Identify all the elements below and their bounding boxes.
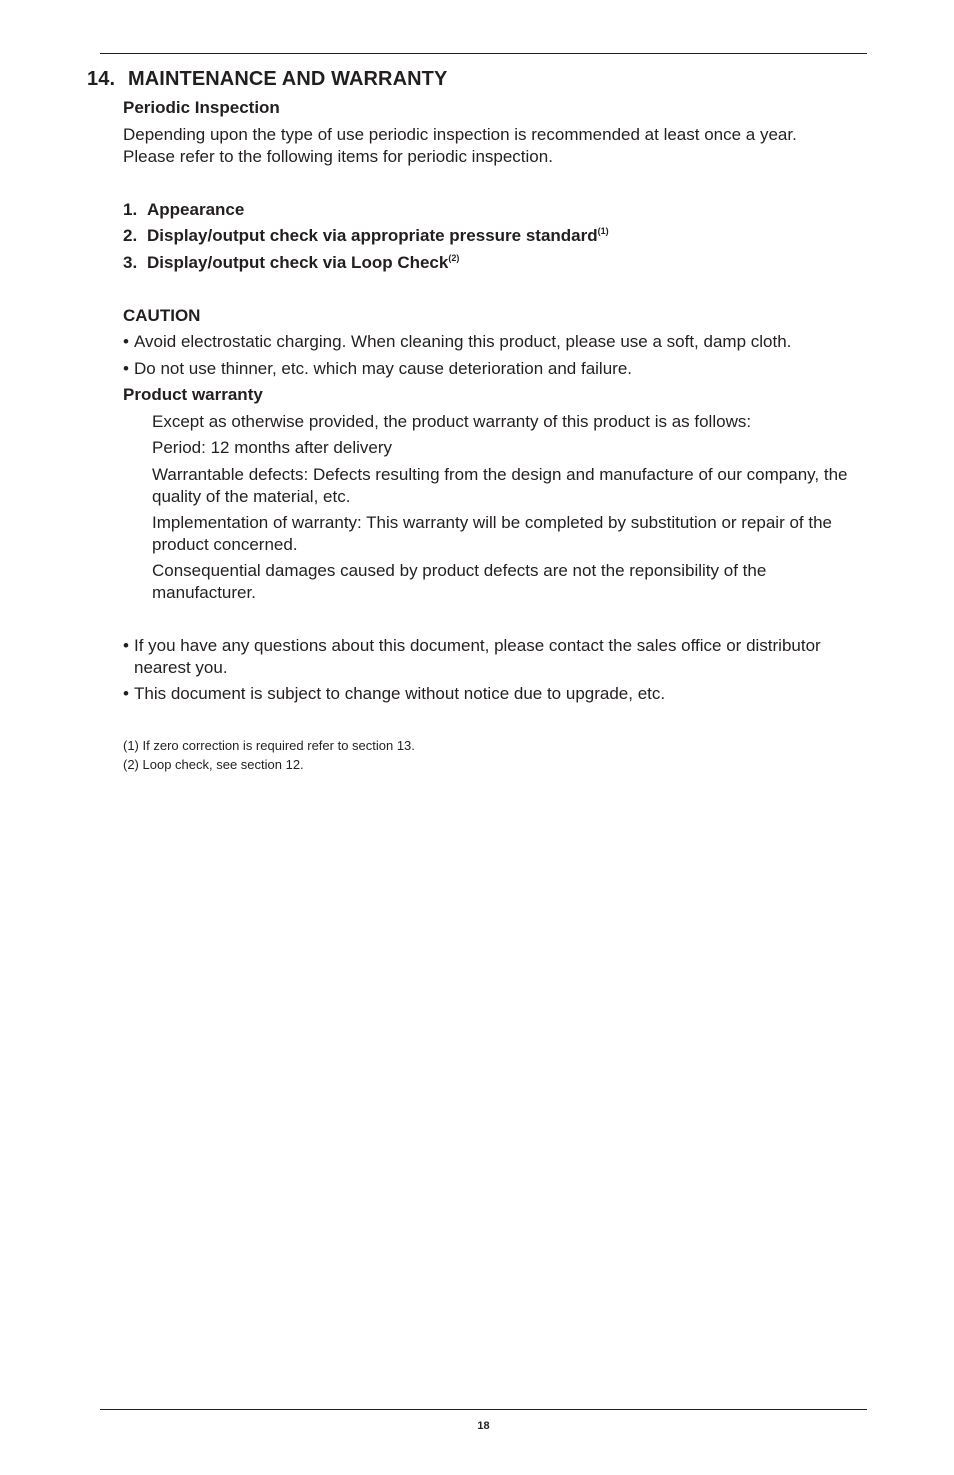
- footnote-2: (2) Loop check, see section 12.: [123, 757, 304, 772]
- section-heading: [87, 68, 447, 91]
- inspection-item-2: 2. Display/output check via appropriate pressure standard$^{(1)}$: [123, 226, 609, 245]
- warranty-defects: Warrantable defects: Defects resulting from the design and manufacture of our company, the quality of the material, etc.: [152, 465, 848, 506]
- product-warranty-heading: Product warranty: [123, 385, 263, 404]
- periodic-inspection-heading: Periodic Inspection: [123, 98, 280, 117]
- caution-bullet-2: • Do not use thinner, etc. which may cause deterioration and failure.: [123, 359, 633, 378]
- bullet-glyph: •: [123, 636, 129, 655]
- section-title: MAINTENANCE AND WARRANTY: [128, 68, 448, 90]
- note-bullet-2: • This document is subject to change without notice due to upgrade, etc.: [123, 684, 666, 703]
- bullet-glyph: •: [123, 359, 129, 378]
- bullet-glyph: •: [123, 332, 129, 351]
- caution-heading: CAUTION: [123, 306, 201, 325]
- inspection-item-1: 1. Appearance: [123, 200, 245, 219]
- footnote-ref-2: (2): [448, 253, 460, 263]
- bullet-glyph: •: [123, 684, 129, 703]
- inspection-item-3: 3. Display/output check via Loop Check$^{(2)}$: [123, 253, 460, 272]
- warranty-consequential: Consequential damages caused by product defects are not the reponsibility of the manufacturer.: [152, 561, 767, 602]
- section-number: 14.: [87, 68, 116, 90]
- footnote-1: (1) If zero correction is required refer to section 13.: [123, 738, 415, 753]
- periodic-intro-line-2: Please refer to the following items for periodic inspection.: [123, 147, 553, 166]
- periodic-intro: [123, 124, 853, 168]
- caution-bullet-1: • Avoid electrostatic charging. When cleaning this product, please use a soft, damp cloth.: [123, 332, 792, 351]
- warranty-line-1: Except as otherwise provided, the product warranty of this product is as follows:: [152, 412, 752, 431]
- top-rule: [100, 53, 867, 54]
- warranty-implementation: Implementation of warranty: This warranty will be completed by substitution or repair of the product concerned.: [152, 513, 832, 554]
- warranty-period: Period: 12 months after delivery: [152, 438, 393, 457]
- note-bullet-1: • If you have any questions about this document, please contact the sales office or distributor nearest you.: [123, 636, 821, 677]
- bottom-rule: [100, 1409, 867, 1410]
- footnote-ref-1: (1): [597, 226, 609, 236]
- page-number: 18: [477, 1420, 490, 1432]
- periodic-intro-line-1: Depending upon the type of use periodic inspection is recommended at least once a year.: [123, 125, 797, 144]
